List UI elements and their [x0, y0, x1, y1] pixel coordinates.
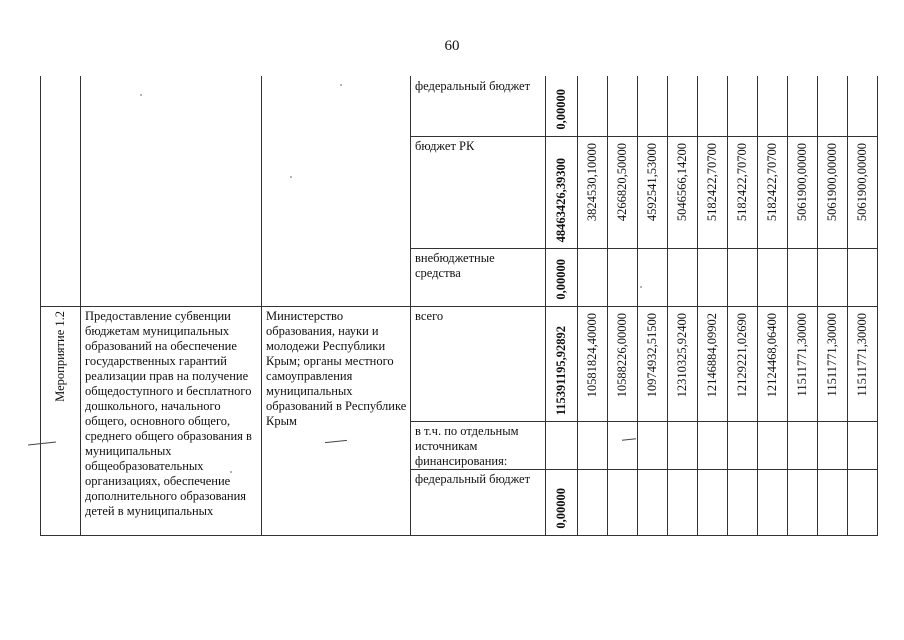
funding-source-label: в т.ч. по отдельным источникам финансирования: — [415, 424, 519, 468]
page-number: 60 — [444, 38, 460, 54]
row-divider — [410, 469, 877, 470]
source-total-value: 48463426,39300 — [554, 158, 568, 243]
funding-source-label: бюджет РК — [415, 139, 475, 153]
column-divider — [261, 76, 262, 535]
column-divider — [787, 76, 788, 535]
funding-source-label: федеральный бюджет — [415, 79, 531, 93]
measure-label: Мероприятие 1.2 — [53, 311, 67, 402]
scan-speck — [290, 176, 292, 178]
column-divider — [667, 76, 668, 535]
funding-source-label: всего — [415, 309, 444, 323]
year-value: 12146884,09902 — [705, 313, 719, 398]
scan-speck — [640, 286, 642, 288]
year-value: 10581824,40000 — [585, 313, 599, 398]
year-value: 11511771,30000 — [825, 313, 839, 397]
source-total-value: 0,00000 — [554, 488, 568, 529]
year-value: 5061900,00000 — [795, 143, 809, 222]
year-value: 5182422,70700 — [705, 143, 719, 222]
column-divider — [545, 76, 546, 535]
year-value: 5182422,70700 — [735, 143, 749, 222]
row-divider — [410, 248, 877, 249]
year-value: 11511771,30000 — [855, 313, 869, 397]
year-value: 10974932,51500 — [645, 313, 659, 398]
row-divider — [410, 421, 877, 422]
scan-speck — [230, 471, 232, 473]
column-divider — [847, 76, 848, 535]
column-divider — [607, 76, 608, 535]
scan-mark — [28, 442, 56, 446]
year-value: 5046566,14200 — [675, 143, 689, 222]
year-value: 5061900,00000 — [825, 143, 839, 222]
year-value: 12124468,06400 — [765, 313, 779, 398]
budget-table — [40, 76, 877, 535]
row-divider — [40, 306, 877, 307]
year-value: 4592541,53000 — [645, 143, 659, 222]
scan-speck — [340, 84, 342, 86]
scan-speck — [140, 94, 142, 96]
funding-source-label: внебюджетные средства — [415, 251, 495, 280]
year-value: 12129221,02690 — [735, 313, 749, 398]
funding-source-label: федеральный бюджет — [415, 472, 531, 486]
year-value: 4266820,50000 — [615, 143, 629, 222]
column-divider — [577, 76, 578, 535]
year-value: 12310325,92400 — [675, 313, 689, 398]
column-divider — [757, 76, 758, 535]
year-value: 11511771,30000 — [795, 313, 809, 397]
year-value: 5061900,00000 — [855, 143, 869, 222]
source-total-value: 0,00000 — [554, 89, 568, 130]
year-value: 5182422,70700 — [765, 143, 779, 222]
column-divider — [80, 76, 81, 535]
column-divider — [877, 76, 878, 535]
source-total-value: 115391195,92892 — [554, 326, 568, 416]
year-value: 3824530,10000 — [585, 143, 599, 222]
column-divider — [727, 76, 728, 535]
year-value: 10588226,00000 — [615, 313, 629, 398]
measure-description: Предоставление субвенции бюджетам муниципальных образований на обеспечение государственных гарантий реализации прав на получение общедоступного и бесплатного дошкольного, начального общего, основного общего, среднего общего образования в муниципальных общеобразовательных организациях, обеспечение дополнительного образования детей в муниципальных — [85, 309, 252, 518]
source-total-value: 0,00000 — [554, 259, 568, 300]
scan-mark — [622, 438, 636, 440]
column-divider — [410, 76, 411, 535]
table-bottom-border — [40, 535, 878, 536]
row-divider — [410, 136, 877, 137]
table-left-border — [40, 76, 41, 535]
responsible-executors: Министерство образования, науки и молодежи Республики Крым; органы местного самоуправления муниципальных образований в Республике Крым — [266, 309, 407, 428]
column-divider — [697, 76, 698, 535]
scan-mark — [325, 440, 347, 443]
column-divider — [817, 76, 818, 535]
column-divider — [637, 76, 638, 535]
